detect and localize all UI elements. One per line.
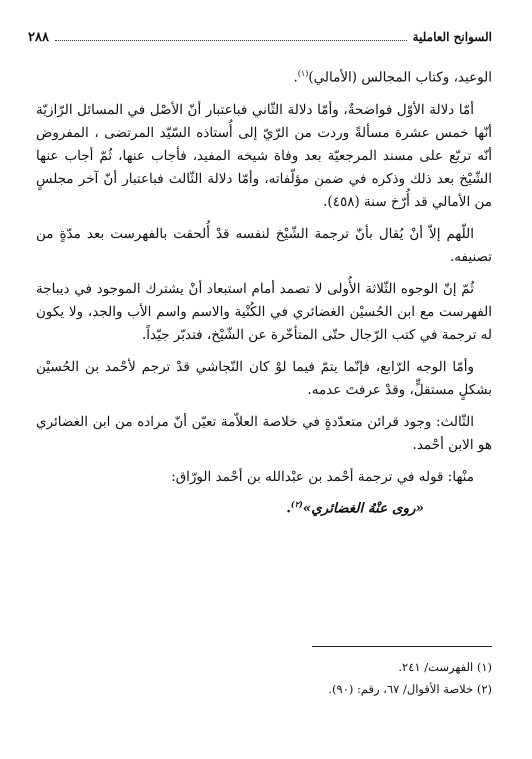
paragraph-text: الثّالث: وجود قرائن متعدّدةٍ في خلاصة العلاّمة تعيّن أنّ مراده من ابن الغضائري هو الابن أحْمد. bbox=[36, 413, 492, 453]
running-title: السوانح العاملية bbox=[412, 30, 492, 44]
quotation-text: «روى عنْهُ الغضائري» bbox=[302, 500, 424, 516]
paragraph-text: اللّهم إلاّ أنْ يُقال بأنّ ترجمة الشّيْخ لنفسه قدْ أُلحقت بالفهرست بعد مدّةٍ من تصنيفه. bbox=[36, 225, 492, 265]
footnote: (٢) خلاصة الأقوال/ ٦٧، رقم: (٩٠). bbox=[328, 682, 492, 696]
quotation: «روى عنْهُ الغضائري»$^{(٢)}$. bbox=[286, 498, 424, 516]
page-number: ٢٨٨ bbox=[28, 30, 49, 45]
paragraph bbox=[36, 356, 492, 402]
paragraph bbox=[36, 223, 492, 269]
footnote-marker: (١) bbox=[297, 69, 309, 78]
paragraph bbox=[36, 278, 492, 347]
footnotes bbox=[36, 656, 492, 700]
running-header bbox=[28, 30, 492, 48]
paragraph-text: ثُمّ إنّ الوجوه الثّلاثة الأُولى لا تصمد أمام استبعاد أنْ يشترك الموجود في ديباجة الفهرست مع ابن الحُسيْن الغضائري في الكُنْية والاسم واسم الأب والجد، ولا يكون له ترجمة في كتب الرّجال حتّى المتأخّرة عن الشّيْخ، فتدبّر جيّداً. bbox=[36, 280, 492, 343]
header-dotted-leader bbox=[55, 30, 407, 41]
body-text bbox=[36, 62, 492, 529]
paragraph-text: الوعيد، وكتاب المجالس (الأمالي) bbox=[308, 69, 492, 86]
paragraph bbox=[36, 411, 492, 457]
paragraph bbox=[36, 99, 492, 214]
paragraph bbox=[36, 466, 492, 489]
paragraph-text: أمّا دلالة الأوّل فواضحةٌ، وأمّا دلالة الثّاني فباعتبار أنّ الأصْل في المسائل الرّازيّة أنّها خمس عشرة مسألةً وردت من الرّيّ إلى أُستاذه السّيّد المرتضى ، المفروض أنّه تربّع على مسند المرجعيّة بعد وفاة شيخه المفيد، فأجاب عنها، ثُمّ أجاب عنها الشّيْخ بعد ذلك وذكره في ضمن مؤلّفاته، وأمّا دلالة الثّالث فباعتبار أنّ آخر مجلسٍ من الأمالي قد أُرّخ سنة (٤٥٨). bbox=[36, 101, 492, 210]
paragraph-text: وأمّا الوجه الرّابع، فإنّما يتمّ فيما لوْ كان النّجاشي قدْ ترجم لأحْمد بن الحُسيْن بشكلٍ مستقلٍّ، وقدْ عرفتَ عدمه. bbox=[36, 358, 492, 398]
paragraph: الوعيد، وكتاب المجالس (الأمالي)$^{(١)}$. bbox=[293, 69, 492, 86]
footnote: (١) الفهرست/ ٢٤١. bbox=[398, 660, 492, 674]
paragraph-text: منْها: قوله في ترجمة أحْمد بن عبْدالله بن أحْمد الورّاق: bbox=[171, 468, 474, 485]
footnote-separator bbox=[312, 646, 492, 647]
footnote-marker: (٢) bbox=[290, 498, 303, 509]
